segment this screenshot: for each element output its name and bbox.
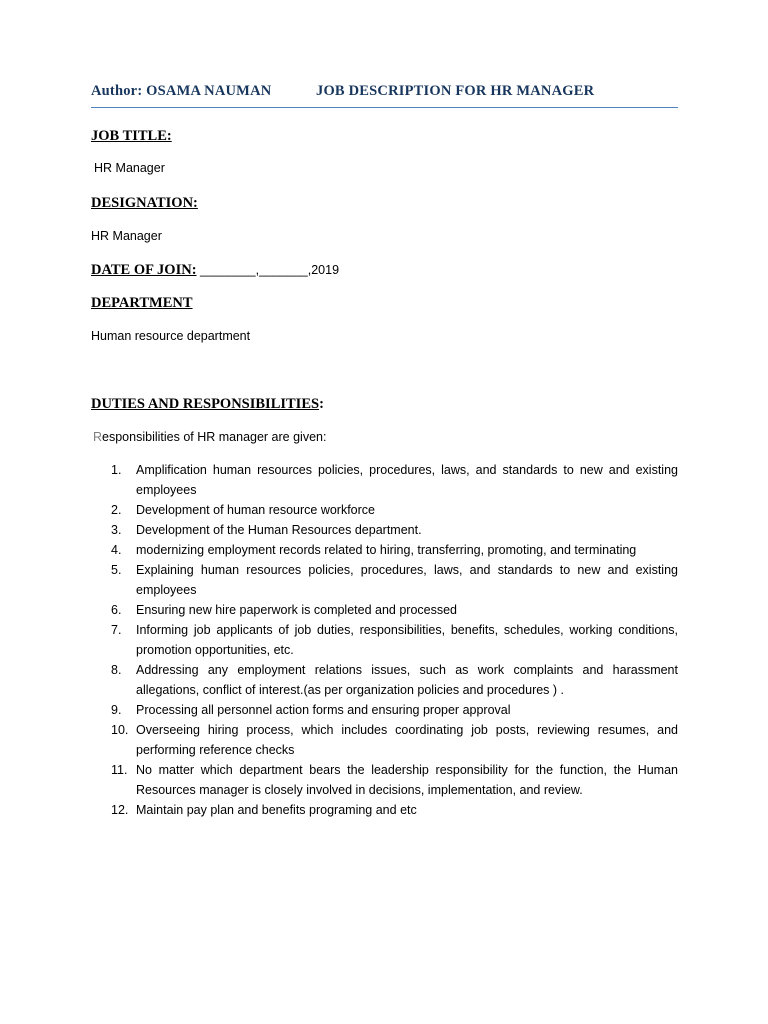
duties-heading-line xyxy=(91,396,324,413)
list-item-number: 8. xyxy=(111,663,122,677)
list-item-text: Processing all personnel action forms and ensuring proper approval xyxy=(136,703,511,717)
list-item xyxy=(91,620,678,660)
department-value: Human resource department xyxy=(91,329,251,343)
designation-heading: DESIGNATION: xyxy=(91,195,198,211)
duties-heading: DUTIES AND RESPONSIBILITIES xyxy=(91,396,320,412)
list-item-number: 9. xyxy=(111,703,122,717)
list-item-number: 1. xyxy=(111,463,122,477)
duties-intro-initial: R xyxy=(93,430,103,444)
list-item-number: 11. xyxy=(111,763,128,777)
designation-value: HR Manager xyxy=(91,229,162,243)
date-of-join-line xyxy=(91,262,339,279)
list-item xyxy=(91,500,678,520)
date-of-join-value: ________,_______,2019 xyxy=(196,263,340,277)
duties-heading-colon: : xyxy=(319,396,324,412)
list-item-text: Addressing any employment relations issues, such as work complaints and harassment allegations, conflict of interest.(as per organization policies and procedures ) . xyxy=(136,663,678,697)
list-item-number: 3. xyxy=(111,523,122,537)
list-item-number: 10. xyxy=(111,723,129,737)
author-line: Author: OSAMA NAUMAN xyxy=(91,83,272,99)
list-item-number: 12. xyxy=(111,803,129,817)
document-title: JOB DESCRIPTION FOR HR MANAGER xyxy=(316,83,595,99)
list-item-text: Development of the Human Resources department. xyxy=(136,523,422,537)
list-item xyxy=(91,540,678,560)
list-item xyxy=(91,600,678,620)
date-of-join-heading: DATE OF JOIN: xyxy=(91,262,197,278)
list-item xyxy=(91,700,678,720)
job-title-heading: JOB TITLE: xyxy=(91,128,172,144)
list-item xyxy=(91,660,678,700)
list-item xyxy=(91,720,678,760)
list-item-text: modernizing employment records related to hiring, transferring, promoting, and terminating xyxy=(136,543,637,557)
list-item-text: Maintain pay plan and benefits programing and etc xyxy=(136,803,417,817)
duties-intro-text: esponsibilities of HR manager are given: xyxy=(102,430,327,444)
list-item-text: No matter which department bears the leadership responsibility for the function, the Human Resources manager is closely involved in decisions, implementation, and review. xyxy=(136,763,678,797)
list-item xyxy=(91,520,678,540)
list-item-text: Amplification human resources policies, procedures, laws, and standards to new and existing employees xyxy=(136,463,678,497)
list-item-text: Development of human resource workforce xyxy=(136,503,376,517)
list-item-number: 4. xyxy=(111,543,122,557)
document-header xyxy=(91,83,678,108)
duties-list xyxy=(91,460,678,820)
list-item xyxy=(91,800,678,820)
list-item xyxy=(91,460,678,500)
list-item-number: 5. xyxy=(111,563,122,577)
list-item xyxy=(91,760,678,800)
list-item-number: 2. xyxy=(111,503,122,517)
list-item-text: Explaining human resources policies, procedures, laws, and standards to new and existing employees xyxy=(136,563,678,597)
department-heading: DEPARTMENT xyxy=(91,295,193,311)
list-item-text: Overseeing hiring process, which includes coordinating job posts, reviewing resumes, and performing reference checks xyxy=(136,723,678,757)
list-item-number: 6. xyxy=(111,603,122,617)
list-item-number: 7. xyxy=(111,623,122,637)
duties-intro xyxy=(93,430,326,444)
list-item xyxy=(91,560,678,600)
list-item-text: Informing job applicants of job duties, responsibilities, benefits, schedules, working conditions, promotion opportunities, etc. xyxy=(136,623,678,657)
list-item-text: Ensuring new hire paperwork is completed and processed xyxy=(136,603,458,617)
job-title-value: HR Manager xyxy=(94,161,165,175)
